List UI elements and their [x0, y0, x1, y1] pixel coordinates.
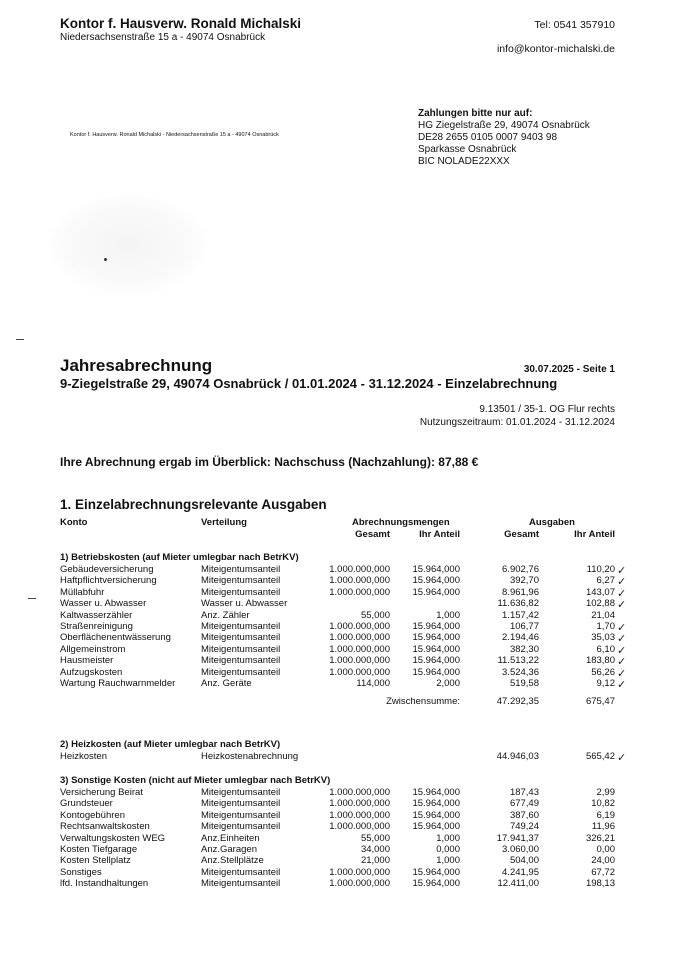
- cell-mengen-anteil: 15.964,000: [412, 787, 460, 798]
- subtotal-anteil: 675,47: [585, 696, 615, 708]
- table-row: [0, 867, 679, 878]
- cell-verteilung: Miteigentumsanteil: [201, 798, 281, 810]
- cell-konto: Straßenreinigung: [60, 621, 133, 632]
- group-heading: 3) Sonstige Kosten (nicht auf Mieter umlegbar nach BetrKV): [60, 775, 331, 786]
- cell-ausgaben-anteil: 183,80: [585, 655, 615, 667]
- col-header-mengen: Abrechnungsmengen: [352, 517, 450, 528]
- cell-konto: Hausmeister: [60, 655, 114, 667]
- cell-ausgaben-gesamt: 677,49: [509, 798, 539, 810]
- col-header-mengen-anteil: Ihr Anteil: [419, 529, 460, 540]
- cell-ausgaben-gesamt: 6.902,76: [502, 564, 539, 575]
- cell-ausgaben-gesamt: 44.946,03: [496, 751, 539, 762]
- cell-ausgaben-anteil: 143,07: [585, 586, 615, 598]
- cell-ausgaben-gesamt: 4.241,95: [502, 866, 539, 878]
- checkmark-icon: ✓: [617, 575, 627, 589]
- cell-ausgaben-gesamt: 106,77: [509, 621, 539, 632]
- cell-konto: Wasser u. Abwasser: [60, 598, 147, 610]
- cell-konto: Rechtsanwaltskosten: [60, 821, 150, 833]
- cell-ausgaben-anteil: 326,21: [585, 832, 615, 844]
- cell-mengen-anteil: 1,000: [436, 832, 460, 844]
- checkmark-icon: ✓: [617, 666, 627, 680]
- payment-line: Sparkasse Osnabrück: [418, 144, 517, 155]
- cell-mengen-anteil: 15.964,000: [412, 575, 460, 587]
- checkmark-icon: ✓: [617, 598, 627, 612]
- cell-ausgaben-anteil: 198,13: [585, 878, 615, 890]
- cell-ausgaben-anteil: 11,96: [591, 821, 615, 833]
- cell-mengen-anteil: 15.964,000: [412, 643, 460, 655]
- table-row: [0, 878, 679, 889]
- cell-ausgaben-anteil: 2,99: [596, 787, 615, 798]
- company-address: Niedersachsenstraße 15 a - 49074 Osnabrück: [60, 32, 266, 43]
- cell-ausgaben-anteil: 21,04: [591, 609, 615, 621]
- company-name: Kontor f. Hausverw. Ronald Michalski: [60, 16, 302, 31]
- cell-mengen-anteil: 15.964,000: [412, 809, 460, 821]
- cell-mengen-gesamt: 1.000.000,000: [329, 821, 390, 833]
- cell-ausgaben-gesamt: 12.411,00: [497, 878, 539, 890]
- cell-ausgaben-anteil: 56,26: [591, 666, 615, 678]
- cell-ausgaben-gesamt: 2.194,46: [502, 632, 539, 644]
- cell-konto: Heizkosten: [60, 751, 107, 762]
- cell-mengen-gesamt: 1.000.000,000: [329, 878, 390, 890]
- table-row: [0, 821, 679, 832]
- cell-konto: Gebäudeversicherung: [60, 564, 154, 575]
- cell-ausgaben-gesamt: 3.524,36: [502, 666, 539, 678]
- table-row: [0, 810, 679, 821]
- checkmark-icon: ✓: [617, 643, 627, 657]
- cell-ausgaben-gesamt: 382,30: [509, 643, 539, 655]
- col-header-ausgaben-gesamt: Gesamt: [504, 529, 539, 540]
- cell-ausgaben-anteil: 0,00: [596, 844, 615, 855]
- checkmark-icon: ✓: [617, 632, 627, 646]
- cell-verteilung: Miteigentumsanteil: [201, 655, 281, 667]
- cell-ausgaben-gesamt: 11.513,22: [497, 655, 539, 667]
- cell-mengen-anteil: 0,000: [436, 844, 460, 855]
- table-row: [0, 575, 679, 589]
- cell-konto: Wartung Rauchwarnmelder: [60, 678, 176, 689]
- payment-line: HG Ziegelstraße 29, 49074 Osnabrück: [418, 120, 590, 131]
- usage-period: Nutzungszeitraum: 01.01.2024 - 31.12.2024: [419, 417, 615, 428]
- cell-ausgaben-anteil: 67,72: [591, 866, 615, 878]
- cell-konto: Grundsteuer: [60, 798, 113, 810]
- table-row: [0, 644, 679, 655]
- table-row: [0, 632, 679, 646]
- scan-dot: [104, 258, 107, 261]
- table-row: [0, 598, 679, 612]
- cell-verteilung: Anz.Garagen: [201, 844, 257, 855]
- cell-konto: Kontogebühren: [60, 809, 125, 821]
- sender-return-line: Kontor f. Hausverw. Ronald Michalski - Niedersachsenstraße 15 a - 49074 Osnabrück: [70, 132, 279, 138]
- cell-ausgaben-gesamt: 11.636,82: [497, 598, 539, 610]
- cell-verteilung: Miteigentumsanteil: [201, 878, 281, 890]
- cell-mengen-gesamt: 1.000.000,000: [329, 809, 390, 821]
- cell-ausgaben-anteil: 6,10: [596, 643, 615, 655]
- cell-mengen-gesamt: 1.000.000,000: [329, 798, 390, 810]
- cell-mengen-gesamt: 1.000.000,000: [329, 643, 390, 655]
- cell-mengen-gesamt: 1.000.000,000: [329, 787, 390, 798]
- cell-mengen-gesamt: 21,000: [360, 855, 390, 867]
- cell-ausgaben-gesamt: 17.941,37: [496, 832, 539, 844]
- payment-line: DE28 2655 0105 0007 9403 98: [418, 132, 558, 143]
- cell-mengen-gesamt: 55,000: [360, 832, 390, 844]
- cell-mengen-gesamt: 1.000.000,000: [329, 632, 390, 644]
- checkmark-icon: ✓: [617, 678, 627, 691]
- subtotal-row: [0, 696, 679, 707]
- phone-number: Tel: 0541 357910: [534, 19, 615, 31]
- fold-mark: [16, 339, 24, 340]
- cell-verteilung: Miteigentumsanteil: [201, 866, 281, 878]
- group-heading: 2) Heizkosten (auf Mieter umlegbar nach BetrKV): [60, 739, 281, 750]
- cell-verteilung: Miteigentumsanteil: [201, 821, 281, 833]
- cell-verteilung: Miteigentumsanteil: [201, 586, 281, 598]
- subtotal-label: Zwischensumme:: [386, 696, 460, 708]
- cell-konto: Haftpflichtversicherung: [60, 575, 157, 587]
- cell-verteilung: Miteigentumsanteil: [201, 575, 281, 587]
- cell-mengen-gesamt: 1.000.000,000: [329, 666, 390, 678]
- cell-mengen-gesamt: 1.000.000,000: [329, 564, 390, 575]
- table-row: [0, 678, 679, 689]
- cell-ausgaben-anteil: 102,88: [585, 598, 615, 610]
- cell-konto: Versicherung Beirat: [60, 787, 143, 798]
- col-header-verteilung: Verteilung: [201, 517, 247, 528]
- cell-konto: Müllabfuhr: [60, 586, 105, 598]
- cell-mengen-anteil: 2,000: [436, 678, 460, 689]
- cell-ausgaben-anteil: 6,19: [596, 809, 615, 821]
- table-row: [0, 798, 679, 809]
- email-address[interactable]: info@kontor-michalski.de: [496, 43, 615, 55]
- cell-verteilung: Miteigentumsanteil: [201, 643, 281, 655]
- payment-heading: Zahlungen bitte nur auf:: [418, 108, 533, 119]
- cell-mengen-gesamt: 1.000.000,000: [329, 655, 390, 667]
- cell-verteilung: Anz.Einheiten: [201, 832, 260, 844]
- cell-verteilung: Miteigentumsanteil: [201, 632, 281, 644]
- cell-mengen-gesamt: 1.000.000,000: [329, 575, 390, 587]
- cell-verteilung: Miteigentumsanteil: [201, 666, 281, 678]
- cell-mengen-gesamt: 55,000: [360, 609, 390, 621]
- cell-mengen-anteil: 15.964,000: [412, 878, 460, 890]
- cell-mengen-anteil: 15.964,000: [412, 666, 460, 678]
- cell-verteilung: Anz. Geräte: [201, 678, 252, 689]
- cell-verteilung: Miteigentumsanteil: [201, 787, 281, 798]
- cell-verteilung: Miteigentumsanteil: [201, 564, 281, 575]
- cell-ausgaben-anteil: 110,20: [586, 564, 615, 575]
- cell-verteilung: Anz.Stellplätze: [201, 855, 264, 867]
- unit-reference: 9.13501 / 35-1. OG Flur rechts: [479, 404, 615, 415]
- cell-ausgaben-gesamt: 187,43: [509, 787, 539, 798]
- cell-mengen-anteil: 1,000: [436, 609, 460, 621]
- section-title: 1. Einzelabrechnungsrelevante Ausgaben: [60, 497, 327, 512]
- table-row: [0, 621, 679, 632]
- checkmark-icon: ✓: [617, 564, 627, 577]
- cell-ausgaben-anteil: 24,00: [591, 855, 615, 867]
- table-row: [0, 844, 679, 855]
- cell-konto: Oberflächenentwässerung: [60, 632, 171, 644]
- cell-verteilung: Wasser u. Abwasser: [201, 598, 288, 610]
- cell-ausgaben-gesamt: 749,24: [509, 821, 539, 833]
- cell-ausgaben-gesamt: 8.961,96: [502, 586, 539, 598]
- cell-konto: Sonstiges: [60, 866, 102, 878]
- cell-ausgaben-gesamt: 1.157,42: [502, 609, 539, 621]
- cell-konto: Kosten Tiefgarage: [60, 844, 138, 855]
- checkmark-icon: ✓: [617, 621, 627, 634]
- group-heading: 1) Betriebskosten (auf Mieter umlegbar nach BetrKV): [60, 552, 299, 563]
- checkmark-icon: ✓: [617, 655, 627, 669]
- cell-mengen-gesamt: 1.000.000,000: [329, 586, 390, 598]
- cell-mengen-anteil: 15.964,000: [412, 621, 460, 632]
- col-header-konto: Konto: [60, 517, 88, 528]
- col-header-ausgaben-anteil: Ihr Anteil: [574, 529, 615, 540]
- table-row: [0, 787, 679, 798]
- table-row: [0, 833, 679, 844]
- checkmark-icon: ✓: [617, 586, 627, 600]
- cell-ausgaben-anteil: 1,70: [596, 621, 615, 632]
- cell-ausgaben-gesamt: 387,60: [509, 809, 539, 821]
- table-row: [0, 610, 679, 621]
- cell-konto: Allgemeinstrom: [60, 643, 126, 655]
- checkmark-icon: ✓: [617, 751, 627, 764]
- cell-ausgaben-anteil: 565,42: [585, 751, 615, 762]
- cell-ausgaben-gesamt: 392,70: [509, 575, 539, 587]
- cell-konto: lfd. Instandhaltungen: [60, 878, 149, 890]
- cell-mengen-gesamt: 1.000.000,000: [329, 866, 390, 878]
- cell-konto: Verwaltungskosten WEG: [60, 832, 166, 844]
- table-row: [0, 667, 679, 678]
- cell-verteilung: Heizkostenabrechnung: [201, 751, 299, 762]
- cell-ausgaben-anteil: 9,12: [596, 678, 615, 689]
- table-row: [0, 751, 679, 762]
- cell-mengen-anteil: 15.964,000: [412, 564, 460, 575]
- cell-ausgaben-gesamt: 504,00: [509, 855, 539, 867]
- cell-mengen-gesamt: 114,000: [356, 678, 390, 689]
- cell-verteilung: Miteigentumsanteil: [201, 809, 281, 821]
- cell-mengen-anteil: 1,000: [436, 855, 460, 867]
- cell-ausgaben-gesamt: 3.060,00: [502, 844, 539, 855]
- cell-ausgaben-gesamt: 519,58: [509, 678, 539, 689]
- cell-konto: Kosten Stellplatz: [60, 855, 131, 867]
- cell-ausgaben-anteil: 10,82: [591, 798, 615, 810]
- table-row: [0, 655, 679, 669]
- cell-mengen-gesamt: 1.000.000,000: [329, 621, 390, 632]
- cell-konto: Aufzugskosten: [60, 666, 123, 678]
- table-row: [0, 855, 679, 866]
- cell-mengen-gesamt: 34,000: [360, 844, 390, 855]
- cell-mengen-anteil: 15.964,000: [412, 798, 460, 810]
- cell-mengen-anteil: 15.964,000: [412, 632, 460, 644]
- col-header-mengen-gesamt: Gesamt: [355, 529, 390, 540]
- document-title: Jahresabrechnung: [60, 356, 213, 375]
- cell-mengen-anteil: 15.964,000: [412, 821, 460, 833]
- cell-mengen-anteil: 15.964,000: [412, 866, 460, 878]
- cell-konto: Kaltwasserzähler: [60, 609, 133, 621]
- cell-mengen-anteil: 15.964,000: [412, 586, 460, 598]
- summary-line: Ihre Abrechnung ergab im Überblick: Nachschuss (Nachzahlung): 87,88 €: [60, 455, 479, 469]
- cell-mengen-anteil: 15.964,000: [412, 655, 460, 667]
- table-row: [0, 587, 679, 598]
- payment-line: BIC NOLADE22XXX: [418, 156, 510, 167]
- payment-info: [418, 108, 590, 168]
- cell-ausgaben-anteil: 35,03: [591, 632, 615, 644]
- subtotal-gesamt: 47.292,35: [496, 696, 539, 708]
- table-row: [0, 564, 679, 575]
- document-date-page: 30.07.2025 - Seite 1: [523, 364, 615, 375]
- cell-verteilung: Miteigentumsanteil: [201, 621, 281, 632]
- document-subtitle: 9-Ziegelstraße 29, 49074 Osnabrück / 01.01.2024 - 31.12.2024 - Einzelabrechnung: [60, 376, 558, 391]
- col-header-ausgaben: Ausgaben: [529, 517, 575, 528]
- scan-smudge: [48, 195, 208, 295]
- cell-verteilung: Anz. Zähler: [201, 609, 250, 621]
- cell-ausgaben-anteil: 6,27: [596, 575, 615, 587]
